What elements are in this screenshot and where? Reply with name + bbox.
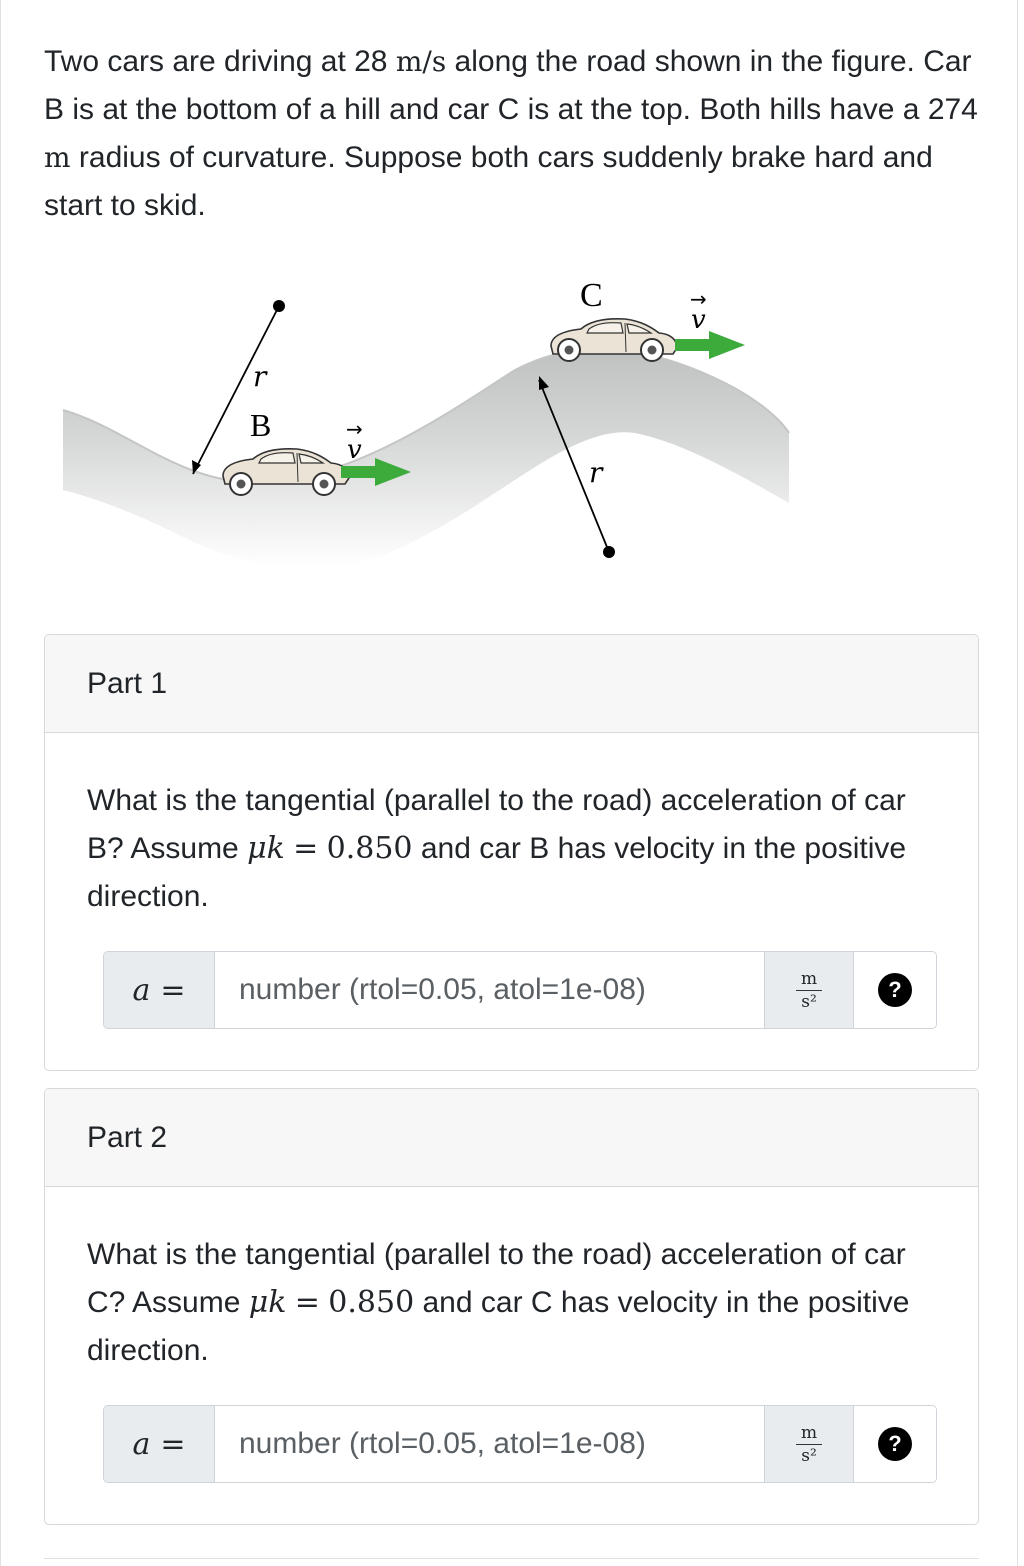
part-2-variable-equals: = — [160, 1426, 186, 1462]
part-2-question-text-b: and car C has velocity in the positive direction. — [87, 1286, 910, 1367]
radius-label-c: r — [589, 456, 603, 489]
part-2-question-text-a: What is the tangential (parallel to the road) acceleration of car C? Assume — [87, 1238, 906, 1319]
part-2-help-button[interactable] — [854, 1406, 936, 1482]
part-1-unit-denominator: s² — [801, 991, 817, 1012]
part-1-answer-group — [103, 951, 937, 1029]
part-2-mu-symbol: μk — [248, 1285, 287, 1320]
part-2-equals: = — [294, 1285, 320, 1320]
part-2-unit-denominator: s² — [801, 1445, 817, 1466]
part-2-answer-group — [103, 1405, 937, 1483]
part-1-unit — [764, 952, 854, 1028]
velocity-vector-arrow-b: → — [346, 417, 363, 441]
part-1-variable-equals: = — [160, 972, 186, 1008]
part-1-question — [87, 777, 947, 921]
car-c-icon — [551, 319, 677, 361]
part-1-question-text-a: What is the tangential (parallel to the road) acceleration of car B? Assume — [87, 784, 906, 865]
speed-unit: m/s — [395, 45, 447, 78]
part-1-variable-label — [104, 952, 215, 1028]
intro-text-3: radius of curvature. Suppose both cars suddenly brake hard and start to skid. — [44, 141, 933, 222]
part-2-unit-numerator: m — [800, 1422, 818, 1443]
help-icon[interactable]: ? — [878, 1427, 912, 1461]
center-point-c — [603, 546, 615, 558]
radius-label-b: r — [253, 360, 267, 393]
part-1-equals: = — [293, 831, 319, 866]
part-1-answer-input[interactable] — [215, 952, 764, 1028]
part-1-question-text-b: and car B has velocity in the positive direction. — [87, 832, 907, 913]
intro-text-1: Two cars are driving at 28 — [44, 45, 388, 78]
part-2-variable-label — [104, 1406, 215, 1482]
problem-statement — [44, 38, 984, 230]
car-label-b: B — [250, 407, 272, 443]
velocity-arrow-c — [675, 331, 745, 359]
part-1-card — [44, 634, 979, 1071]
radius-unit: m — [44, 141, 71, 174]
velocity-label-b: v — [347, 435, 362, 465]
part-2-variable: a — [132, 1426, 151, 1462]
part-2-mu-value: 0.850 — [328, 1285, 415, 1320]
part-2-answer-input[interactable] — [215, 1406, 764, 1482]
help-icon[interactable]: ? — [878, 973, 912, 1007]
part-2-question — [87, 1231, 947, 1375]
road-figure — [45, 258, 825, 588]
center-point-b — [273, 300, 285, 312]
car-label-c: C — [580, 277, 603, 314]
part-1-header: Part 1 — [45, 635, 978, 733]
part-1-unit-fraction-bar — [796, 990, 822, 991]
part-2-header: Part 2 — [45, 1089, 978, 1187]
part-2-unit-fraction-bar — [796, 1444, 822, 1445]
bottom-divider — [44, 1558, 979, 1559]
velocity-label-c: v — [691, 305, 706, 335]
part-2-unit — [764, 1406, 854, 1482]
part-2-card — [44, 1088, 979, 1525]
velocity-vector-arrow-c: → — [690, 287, 707, 311]
part-1-variable: a — [132, 972, 151, 1008]
part-1-mu-symbol: μk — [247, 831, 285, 866]
part-1-help-button[interactable] — [854, 952, 936, 1028]
road-surface — [63, 349, 789, 567]
intro-text-2: along the road shown in the figure. Car B is at the bottom of a hill and car C is at the top. Both hills have a 274 — [44, 45, 978, 126]
part-1-mu-value: 0.850 — [326, 831, 413, 866]
part-1-unit-numerator: m — [800, 968, 818, 989]
